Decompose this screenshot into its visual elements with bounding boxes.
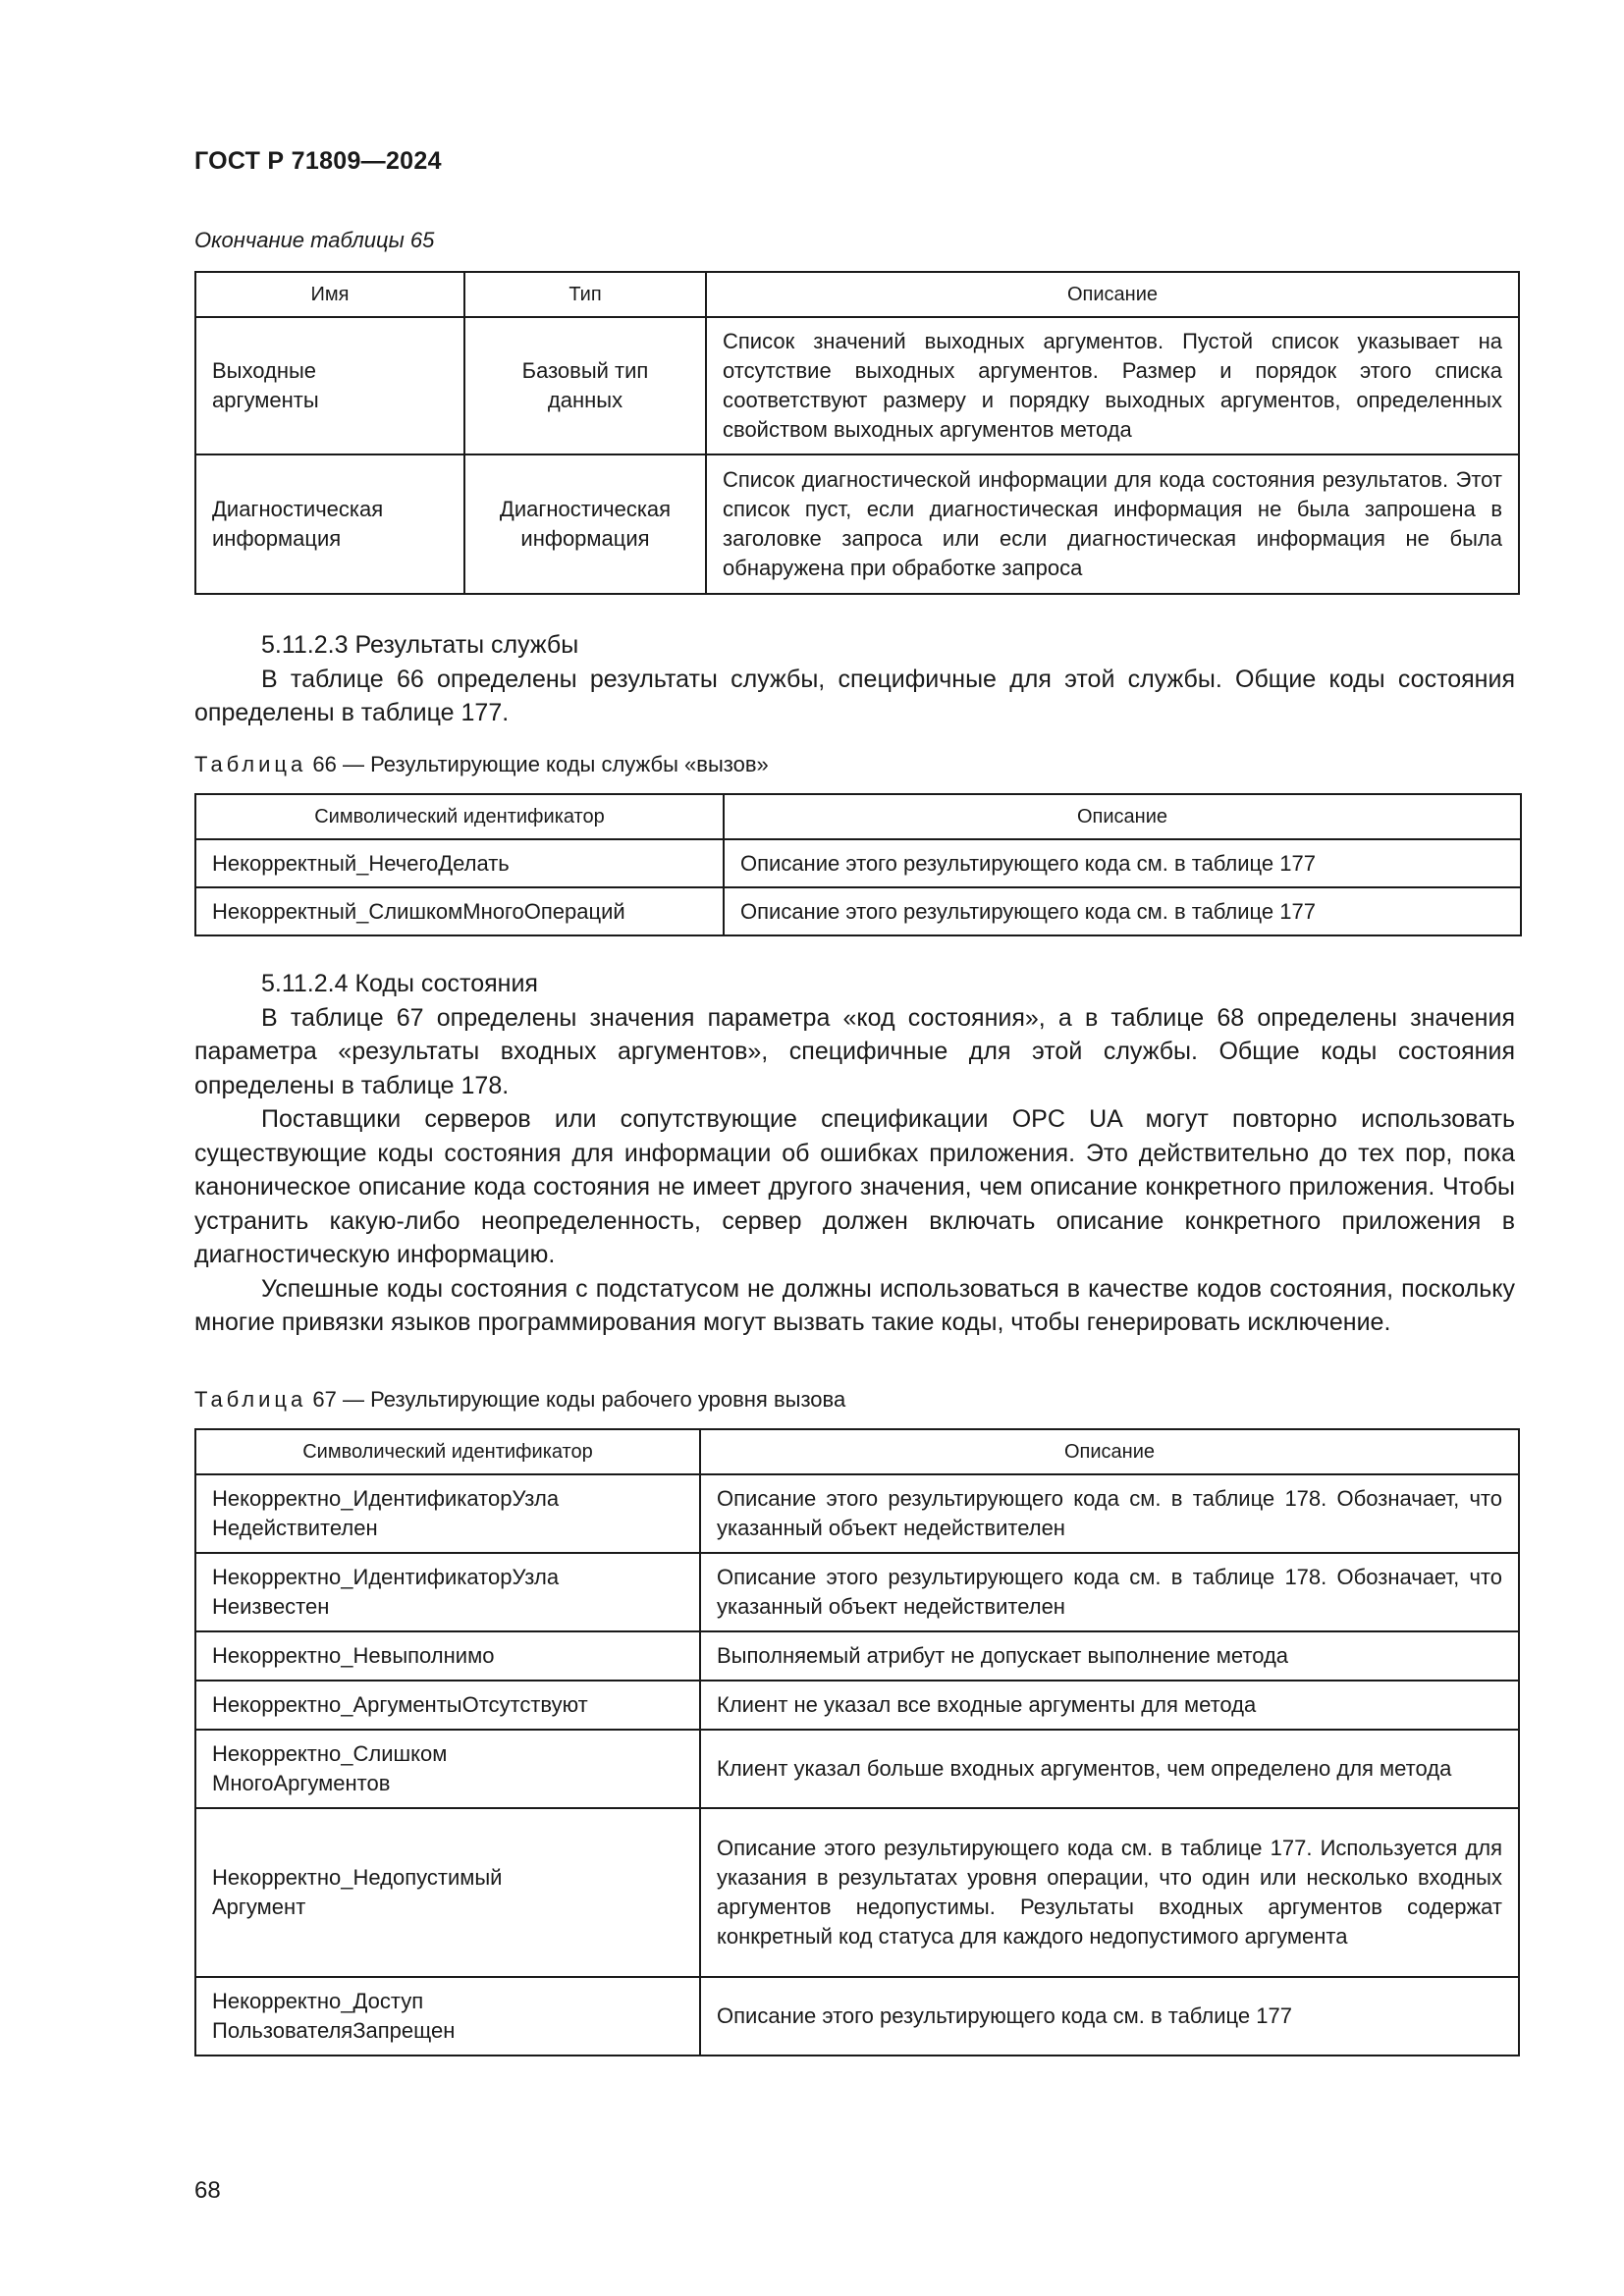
cell-description: Описание этого результирующего кода см. в таблице 177: [700, 1977, 1519, 2056]
table-row: [195, 1730, 1519, 1808]
table-row: [195, 454, 1519, 594]
table-67: [194, 1428, 1520, 2056]
page-number: 68: [194, 2177, 221, 2204]
cell-description: Список диагностической информации для кода состояния результатов. Этот список пуст, если диагностическая информация не была запрошена в заголовке запроса или если диагностическая информация не была обнаружена при обработке запроса: [706, 454, 1519, 594]
column-header-description: Описание: [700, 1429, 1519, 1474]
cell-name: Выходные аргументы: [195, 317, 464, 454]
table-row: [195, 317, 1519, 454]
table-row: [195, 1474, 1519, 1553]
cell-name: Диагностическая информация: [195, 454, 464, 594]
cell-description: Описание этого результирующего кода см. в таблице 177. Используется для указания в результатах уровня операции, что один или несколько входных аргументов недопустимы. Результаты входных аргументов содержат конкретный код статуса для каждого недопустимого аргумента: [700, 1808, 1519, 1977]
table-66: [194, 793, 1522, 936]
column-header-type: Тип: [464, 272, 706, 317]
section-5-11-2-4: [194, 967, 1515, 1340]
cell-description: Описание этого результирующего кода см. в таблице 177: [724, 887, 1521, 935]
table-row: [195, 839, 1521, 887]
table-header-row: [195, 794, 1521, 839]
cell-description: Список значений выходных аргументов. Пустой список указывает на отсутствие выходных аргументов. Размер и порядок этого списка соответствуют размеру и порядку выходных аргументов, определенных свойством выходных аргументов метода: [706, 317, 1519, 454]
table-row: [195, 1553, 1519, 1631]
column-header-description: Описание: [724, 794, 1521, 839]
column-header-name: Имя: [195, 272, 464, 317]
table-row: [195, 887, 1521, 935]
table-row: [195, 1808, 1519, 1977]
cell-type: Базовый тип данных: [464, 317, 706, 454]
paragraph: Успешные коды состояния с подстатусом не должны использоваться в качестве кодов состояния, поскольку многие привязки языков программирования могут вызвать такие коды, чтобы генерировать исключение.: [194, 1274, 1515, 1336]
cell-symbolic-id: Некорректно_Слишком МногоАргументов: [195, 1730, 700, 1808]
section-heading: 5.11.2.4 Коды состояния: [261, 970, 538, 997]
column-header-description: Описание: [706, 272, 1519, 317]
table-header-row: [195, 1429, 1519, 1474]
table-row: [195, 1681, 1519, 1730]
paragraph: Поставщики серверов или сопутствующие спецификации OPC UA могут повторно использовать существующие коды состояния для информации об ошибках приложения. Это действительно до тех пор, пока каноническое описание кода состояния не имеет другого значения, чем описание конкретного приложения. Чтобы устранить какую-либо неопределенность, сервер должен включать описание конкретного приложения в диагностическую информацию.: [194, 1105, 1515, 1268]
table-66-caption: Таблица 66 — Результирующие коды службы «вызов»: [194, 752, 769, 776]
cell-symbolic-id: Некорректно_Недопустимый Аргумент: [195, 1808, 700, 1977]
cell-symbolic-id: Некорректно_Доступ ПользователяЗапрещен: [195, 1977, 700, 2056]
table-row: [195, 1631, 1519, 1681]
document-id-header: ГОСТ Р 71809—2024: [194, 147, 442, 175]
table-header-row: [195, 272, 1519, 317]
table-65-caption: Окончание таблицы 65: [194, 228, 435, 252]
cell-symbolic-id: Некорректно_ИдентификаторУзла Неизвестен: [195, 1553, 700, 1631]
section-5-11-2-3: [194, 628, 1515, 730]
cell-symbolic-id: Некорректный_НечегоДелать: [195, 839, 724, 887]
section-heading: 5.11.2.3 Результаты службы: [261, 631, 579, 659]
cell-description: Выполняемый атрибут не допускает выполнение метода: [700, 1631, 1519, 1681]
column-header-symbolic-id: Символический идентификатор: [195, 794, 724, 839]
cell-description: Описание этого результирующего кода см. в таблице 177: [724, 839, 1521, 887]
paragraph: В таблице 67 определены значения параметра «код состояния», а в таблице 68 определены значения параметра «результаты входных аргументов», специфичные для этой службы. Общие коды состояния определены в таблице 178.: [194, 1003, 1515, 1099]
table-65: [194, 271, 1520, 595]
cell-type: Диагностическая информация: [464, 454, 706, 594]
cell-symbolic-id: Некорректный_СлишкомМногоОпераций: [195, 887, 724, 935]
cell-description: Клиент не указал все входные аргументы для метода: [700, 1681, 1519, 1730]
cell-description: Описание этого результирующего кода см. в таблице 178. Обозначает, что указанный объект недействителен: [700, 1553, 1519, 1631]
table-row: [195, 1977, 1519, 2056]
cell-symbolic-id: Некорректно_ИдентификаторУзла Недействителен: [195, 1474, 700, 1553]
cell-symbolic-id: Некорректно_Невыполнимо: [195, 1631, 700, 1681]
column-header-symbolic-id: Символический идентификатор: [195, 1429, 700, 1474]
cell-description: Клиент указал больше входных аргументов, чем определено для метода: [700, 1730, 1519, 1808]
paragraph: В таблице 66 определены результаты службы, специфичные для этой службы. Общие коды состояния определены в таблице 177.: [194, 665, 1515, 726]
cell-description: Описание этого результирующего кода см. в таблице 178. Обозначает, что указанный объект недействителен: [700, 1474, 1519, 1553]
table-67-caption: Таблица 67 — Результирующие коды рабочего уровня вызова: [194, 1387, 846, 1412]
cell-symbolic-id: Некорректно_АргументыОтсутствуют: [195, 1681, 700, 1730]
